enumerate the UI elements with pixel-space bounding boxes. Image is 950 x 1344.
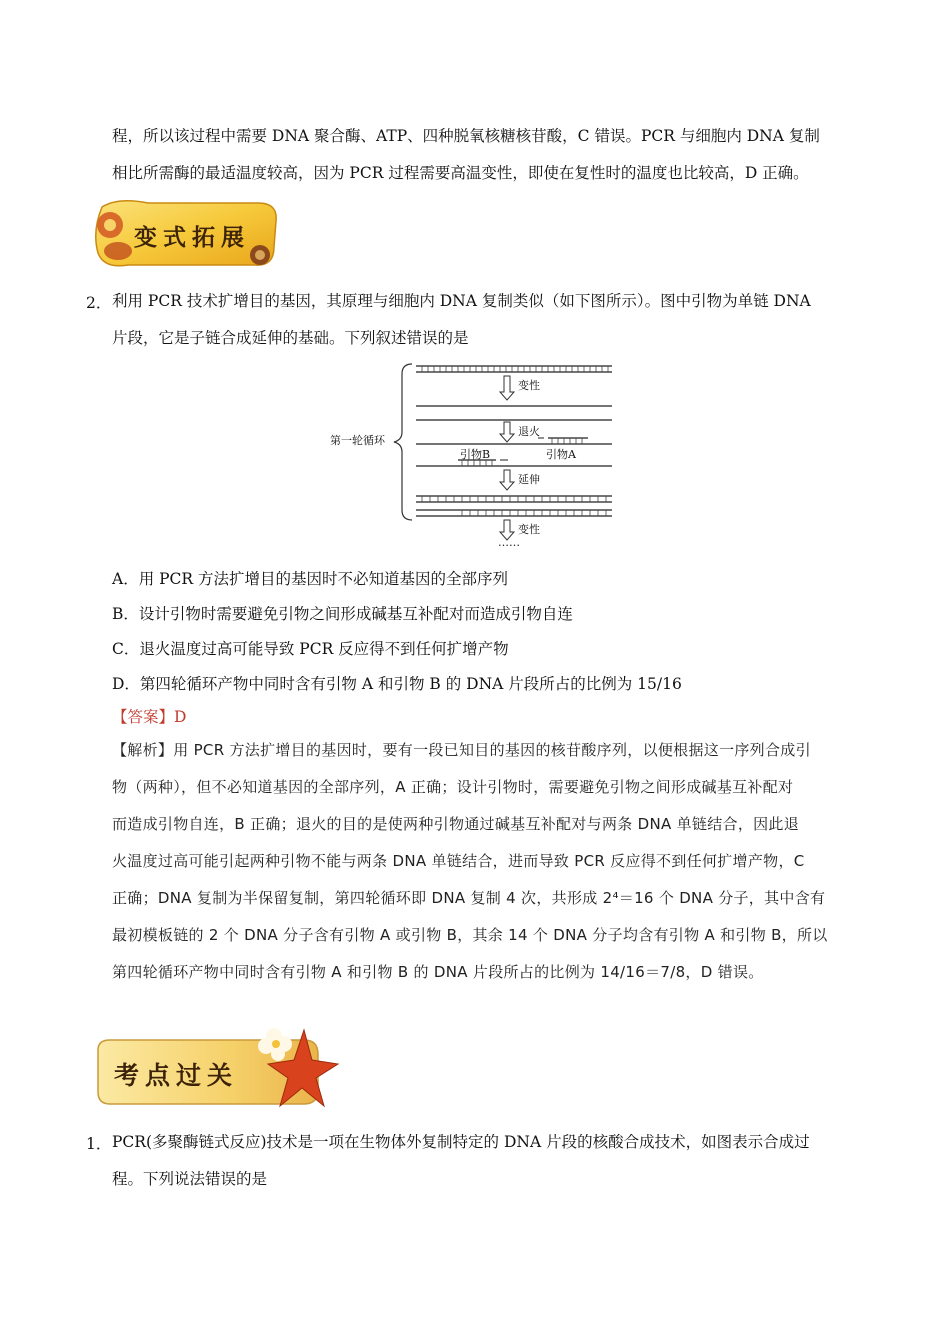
paragraph-line: 程，所以该过程中需要 DNA 聚合酶、ATP、四种脱氧核糖核苷酸，C 错误。PCR 与细胞内 DNA 复制	[112, 127, 820, 145]
question-number: 2．	[86, 294, 112, 312]
answer-tag: 【答案】	[112, 708, 175, 726]
analysis-line: 最初模板链的 2 个 DNA 分子含有引物 A 或引物 B，其余 14 个 DNA 分子均含有引物 A 和引物 B，所以	[112, 926, 828, 944]
analysis-line: 第四轮循环产物中同时含有引物 A 和引物 B 的 DNA 片段所占的比例为 14/16＝7/8，D 错误。	[112, 963, 764, 981]
option-a: A．用 PCR 方法扩增目的基因时不必知道基因的全部序列	[112, 570, 509, 588]
analysis-line: 火温度过高可能引起两种引物不能与两条 DNA 单链结合，进而导致 PCR 反应得不到任何扩增产物，C	[112, 852, 805, 870]
question-number: 1．	[86, 1135, 112, 1153]
pcr-diagram	[330, 360, 630, 556]
step-denature-label: 变性	[518, 379, 540, 392]
answer-line	[112, 705, 186, 727]
question-stem-line: 片段，它是子链合成延伸的基础。下列叙述错误的是	[112, 329, 469, 347]
step-anneal-label: 退火	[518, 425, 540, 438]
option-d: D．第四轮循环产物中同时含有引物 A 和引物 B 的 DNA 片段所占的比例为 15/16	[112, 675, 682, 693]
continuation-ellipsis: ……	[498, 536, 520, 549]
step-extend-label: 延伸	[518, 473, 540, 486]
option-b: B．设计引物时需要避免引物之间形成碱基互补配对而造成引物自连	[112, 605, 573, 623]
analysis-line: 物（两种），但不必知道基因的全部序列，A 正确；设计引物时，需要避免引物之间形成碱基互补配对	[112, 778, 794, 796]
banner-title: 考点过关	[114, 1061, 239, 1090]
primer-b-label: 引物B	[460, 448, 491, 461]
option-c: C．退火温度过高可能导致 PCR 反应得不到任何扩增产物	[112, 640, 509, 658]
analysis-line: 正确；DNA 复制为半保留复制，第四轮循环即 DNA 复制 4 次，共形成 2⁴＝16 个 DNA 分子，其中含有	[112, 889, 826, 907]
step-denature-label-2: 变性	[518, 523, 540, 536]
banner-title: 变式拓展	[134, 224, 250, 251]
primer-a-label: 引物A	[546, 448, 576, 461]
cycle-label: 第一轮循环	[330, 434, 385, 447]
paragraph-line: 相比所需酶的最适温度较高，因为 PCR 过程需要高温变性，即使在复性时的温度也比较高，D 正确。	[112, 164, 809, 182]
question-stem-line: PCR(多聚酶链式反应)技术是一项在生物体外复制特定的 DNA 片段的核酸合成技术，如图表示合成过	[112, 1133, 810, 1151]
question-stem-line: 程。下列说法错误的是	[112, 1170, 268, 1188]
question-stem-line: 利用 PCR 技术扩增目的基因，其原理与细胞内 DNA 复制类似（如下图所示）。图中引物为单链 DNA	[112, 292, 811, 310]
section-banner-variant	[88, 195, 284, 273]
analysis-line: 而造成引物自连，B 正确；退火的目的是使两种引物通过碱基互补配对与两条 DNA 单链结合，因此退	[112, 815, 800, 833]
analysis-line: 【解析】用 PCR 方法扩增目的基因时，要有一段已知目的基因的核苷酸序列，以便根据这一序列合成引	[112, 741, 811, 759]
section-banner-checkpoint	[88, 1024, 340, 1114]
answer-value: D	[174, 708, 187, 726]
